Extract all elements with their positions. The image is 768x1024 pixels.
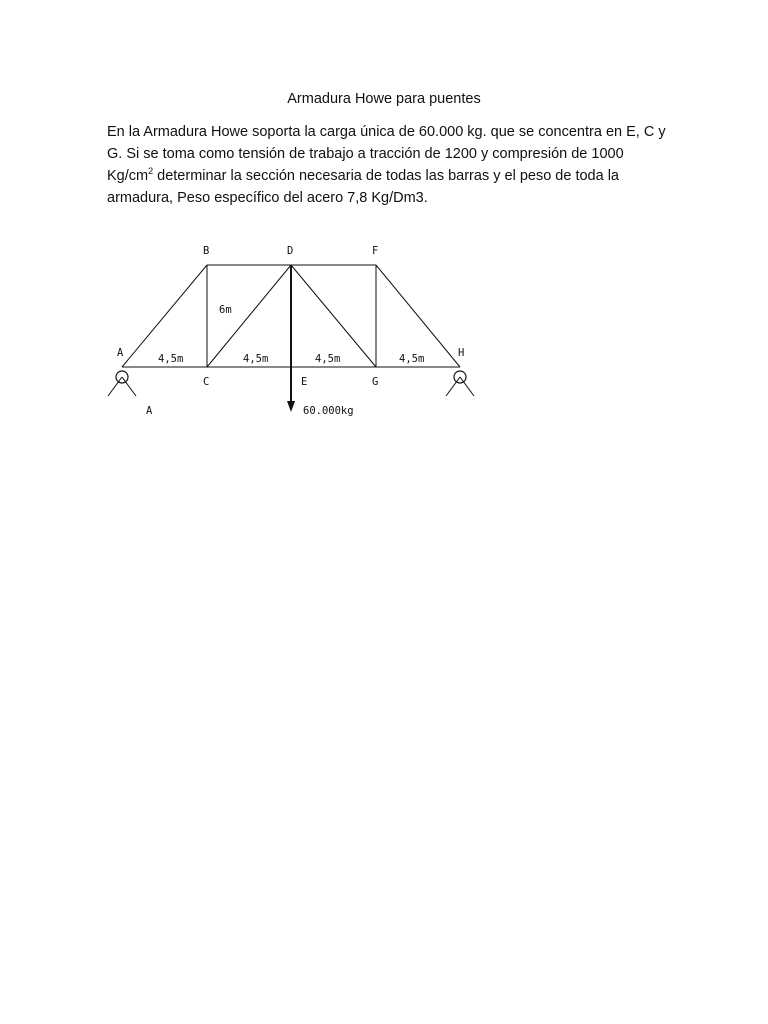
statement-part-1: En la Armadura Howe soporta la carga única de 60.000 kg. que se concentra en E, C y G. Si se toma como tensión de trabajo a tracción de 1200 y compresión de 1000 Kg/cm (107, 124, 666, 184)
member-cd (207, 265, 291, 367)
node-label-c: C (203, 376, 210, 388)
node-label-g: G (372, 376, 379, 388)
node-label-a: A (117, 347, 124, 359)
member-fh (376, 265, 460, 367)
support-left (108, 371, 136, 396)
node-label-h: H (458, 347, 465, 359)
member-ab (122, 265, 207, 367)
statement-part-2: determinar la sección necesaria de todas las barras y el peso de toda la armadura, Peso específico del acero 7,8 Kg/Dm3. (107, 168, 619, 206)
span-label-3: 4,5m (315, 353, 341, 365)
document-title: Armadura Howe para puentes (287, 91, 481, 107)
member-dg (291, 265, 376, 367)
span-label-1: 4,5m (158, 353, 184, 365)
node-label-f: F (372, 245, 379, 257)
load-label: 60.000kg (303, 405, 354, 417)
support-label: A (146, 405, 153, 417)
span-label-4: 4,5m (399, 353, 425, 365)
node-label-e: E (301, 376, 308, 388)
node-label-d: D (287, 245, 294, 257)
statement-superscript: 2 (148, 166, 154, 176)
load-arrow (287, 265, 295, 412)
support-right (446, 371, 474, 396)
span-label-2: 4,5m (243, 353, 269, 365)
node-label-b: B (203, 245, 210, 257)
height-label: 6m (219, 304, 232, 316)
